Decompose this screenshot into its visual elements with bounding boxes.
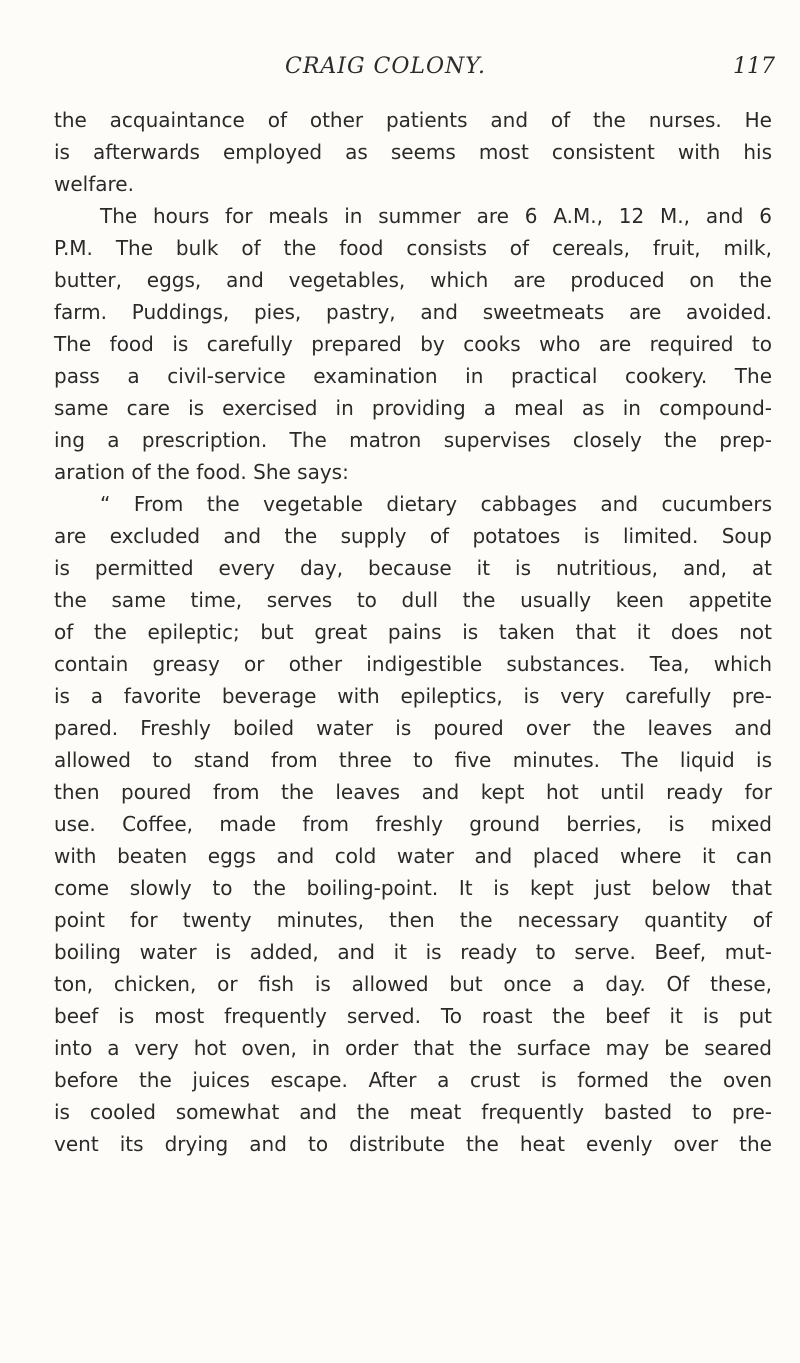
text-line: the acquaintance of other patients and of the nurses. He bbox=[54, 108, 772, 132]
text-line: is permitted every day, because it is nutritious, and, at bbox=[54, 556, 772, 580]
text-line: “ From the vegetable dietary cabbages and cucumbers bbox=[100, 492, 772, 516]
text-line: point for twenty minutes, then the necessary quantity of bbox=[54, 908, 772, 932]
text-line: aration of the food. She says: bbox=[54, 460, 349, 484]
text-line: of the epileptic; but great pains is taken that it does not bbox=[54, 620, 772, 644]
text-line: ing a prescription. The matron supervises closely the prep- bbox=[54, 428, 772, 452]
text-line: pared. Freshly boiled water is poured over the leaves and bbox=[54, 716, 772, 740]
text-line: the same time, serves to dull the usually keen appetite bbox=[54, 588, 772, 612]
text-line: with beaten eggs and cold water and placed where it can bbox=[54, 844, 772, 868]
text-line: P.M. The bulk of the food consists of cereals, fruit, milk, bbox=[54, 236, 772, 260]
running-head-title: CRAIG COLONY. bbox=[285, 54, 486, 79]
text-line: vent its drying and to distribute the heat evenly over the bbox=[54, 1132, 772, 1156]
text-line: beef is most frequently served. To roast the beef it is put bbox=[54, 1004, 772, 1028]
text-line: before the juices escape. After a crust is formed the oven bbox=[54, 1068, 772, 1092]
text-line: is afterwards employed as seems most consistent with his bbox=[54, 140, 772, 164]
text-line: The hours for meals in summer are 6 A.M., 12 M., and 6 bbox=[100, 204, 772, 228]
text-line: are excluded and the supply of potatoes is limited. Soup bbox=[54, 524, 772, 548]
text-line: then poured from the leaves and kept hot until ready for bbox=[54, 780, 772, 804]
text-line: boiling water is added, and it is ready to serve. Beef, mut- bbox=[54, 940, 772, 964]
text-line: same care is exercised in providing a meal as in compound- bbox=[54, 396, 772, 420]
text-line: come slowly to the boiling-point. It is kept just below that bbox=[54, 876, 772, 900]
text-line: into a very hot oven, in order that the surface may be seared bbox=[54, 1036, 772, 1060]
text-line: is a favorite beverage with epileptics, is very carefully pre- bbox=[54, 684, 772, 708]
page-number: 117 bbox=[733, 54, 775, 79]
text-line: allowed to stand from three to five minutes. The liquid is bbox=[54, 748, 772, 772]
body-text bbox=[54, 104, 772, 1160]
text-line: contain greasy or other indigestible substances. Tea, which bbox=[54, 652, 772, 676]
text-line: butter, eggs, and vegetables, which are produced on the bbox=[54, 268, 772, 292]
text-line: ton, chicken, or fish is allowed but once a day. Of these, bbox=[54, 972, 772, 996]
text-line: farm. Puddings, pies, pastry, and sweetmeats are avoided. bbox=[54, 300, 772, 324]
text-line: The food is carefully prepared by cooks who are required to bbox=[54, 332, 772, 356]
text-line: welfare. bbox=[54, 172, 134, 196]
text-line: is cooled somewhat and the meat frequently basted to pre- bbox=[54, 1100, 772, 1124]
text-line: use. Coffee, made from freshly ground berries, is mixed bbox=[54, 812, 772, 836]
text-line: pass a civil-service examination in practical cookery. The bbox=[54, 364, 772, 388]
